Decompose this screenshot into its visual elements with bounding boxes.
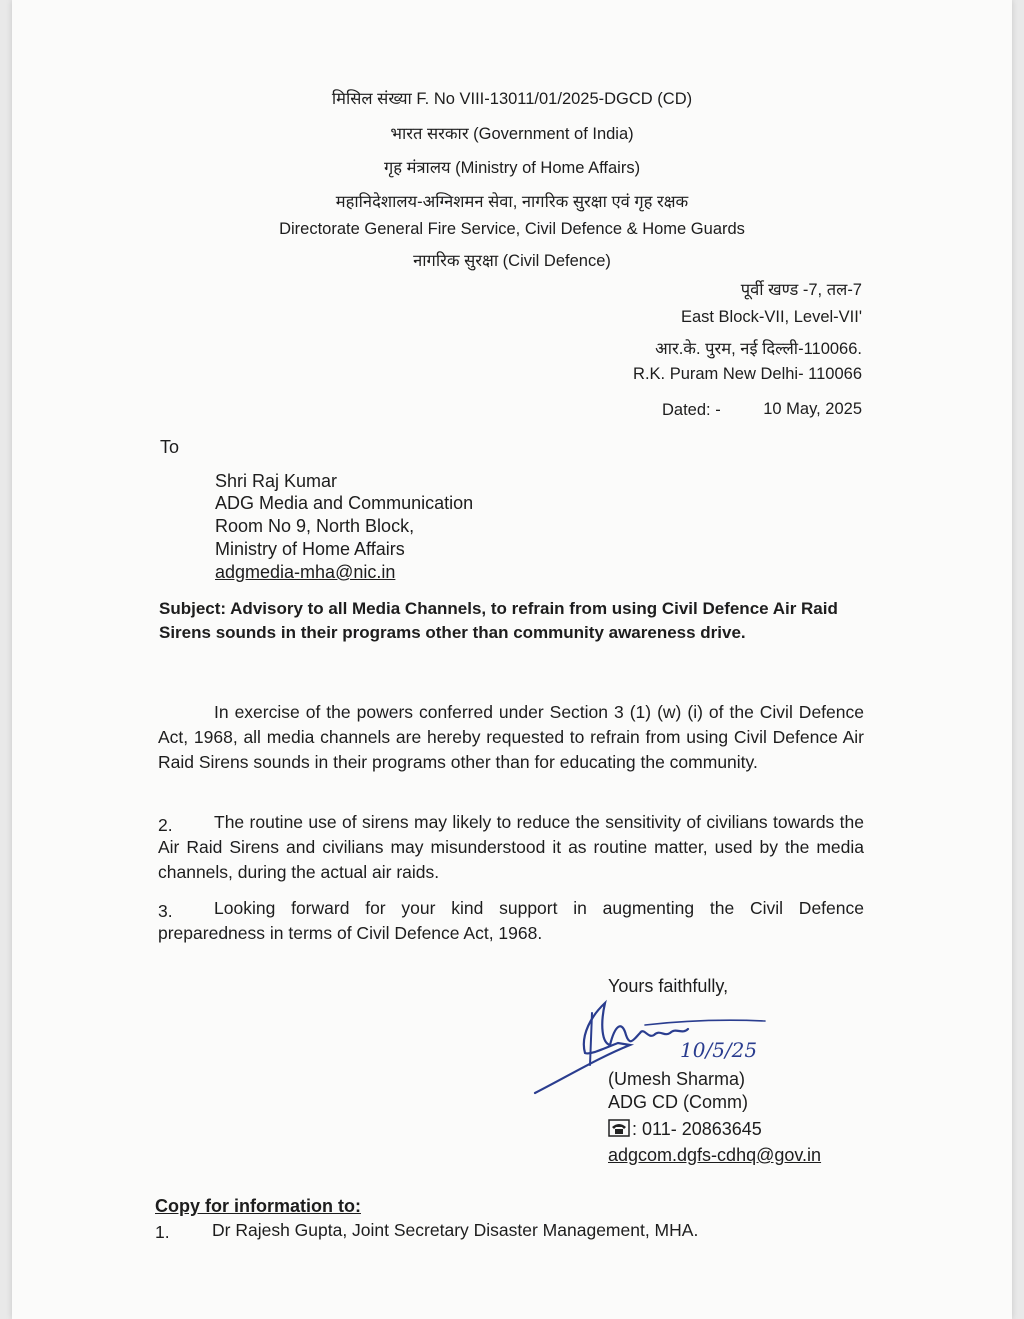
dated-label: Dated: - (662, 401, 721, 419)
paragraph-3-number: 3. (158, 901, 173, 921)
directorate-hindi: महानिदेशालय-अग्निशमन सेवा, नागरिक सुरक्षा एवं गृह रक्षक (335, 193, 689, 211)
paragraph-2-number: 2. (158, 815, 173, 835)
recipient-room: Room No 9, North Block, (215, 516, 415, 536)
address-line-3: आर.के. पुरम, नई दिल्ली-110066. (655, 340, 862, 358)
copy-item-1-number: 1. (155, 1222, 170, 1242)
paragraph-2-text: The routine use of sirens may likely to reduce the sensitivity of civilians towards the Air Raid Sirens and civilians may misunderstood it as routine matter, used by the media channels, during the actual air raids. (158, 812, 864, 882)
address-line-1: पूर्वी खण्ड -7, तल-7 (740, 281, 862, 299)
subject-line: Subject: Advisory to all Media Channels, to refrain from using Civil Defence Air Raid Sirens sounds in their programs other than community awareness drive. (159, 599, 838, 642)
handwritten-date: 10/5/25 (680, 1038, 758, 1062)
copy-item-1: Dr Rajesh Gupta, Joint Secretary Disaster Management, MHA. (212, 1220, 699, 1240)
address-line-4: R.K. Puram New Delhi- 110066 (633, 365, 862, 383)
signatory-designation: ADG CD (Comm) (608, 1092, 748, 1112)
telephone-icon (608, 1119, 630, 1137)
recipient-ministry: Ministry of Home Affairs (215, 539, 405, 559)
ministry-line: गृह मंत्रालय (Ministry of Home Affairs) (383, 159, 641, 177)
government-line: भारत सरकार (Government of India) (390, 125, 634, 143)
address-line-2: East Block-VII, Level-VII' (680, 308, 862, 326)
directorate-english: Directorate General Fire Service, Civil Defence & Home Guards (279, 220, 745, 238)
file-number: मिसिल संख्या F. No VIII-13011/01/2025-DGCD (CD) (331, 90, 693, 108)
copy-heading: Copy for information to: (155, 1196, 361, 1216)
signatory-name: (Umesh Sharma) (608, 1069, 746, 1089)
dated-value: 10 May, 2025 (763, 400, 862, 418)
paragraph-1: In exercise of the powers conferred under Section 3 (1) (w) (i) of the Civil Defence Act, 1968, all media channels are hereby requested to refrain from using Civil Defence Air Raid Sirens sounds in their programs other than for educating the community. (158, 702, 864, 772)
paragraph-3-text: Looking forward for your kind support in augmenting the Civil Defence preparedness in terms of Civil Defence Act, 1968. (158, 898, 864, 943)
to-label: To (160, 437, 180, 457)
division-line: नागरिक सुरक्षा (Civil Defence) (413, 252, 611, 270)
phone-number: : 011- 20863645 (632, 1119, 762, 1139)
signatory-email[interactable]: adgcom.dgfs-cdhq@gov.in (608, 1145, 822, 1165)
signatory-phone (608, 1119, 762, 1140)
closing: Yours faithfully, (608, 976, 729, 996)
recipient-name: Shri Raj Kumar (215, 471, 338, 491)
paragraph-2 (158, 810, 864, 885)
paragraph-3 (158, 896, 864, 946)
recipient-designation: ADG Media and Communication (215, 493, 474, 513)
recipient-email[interactable]: adgmedia-mha@nic.in (215, 562, 396, 582)
